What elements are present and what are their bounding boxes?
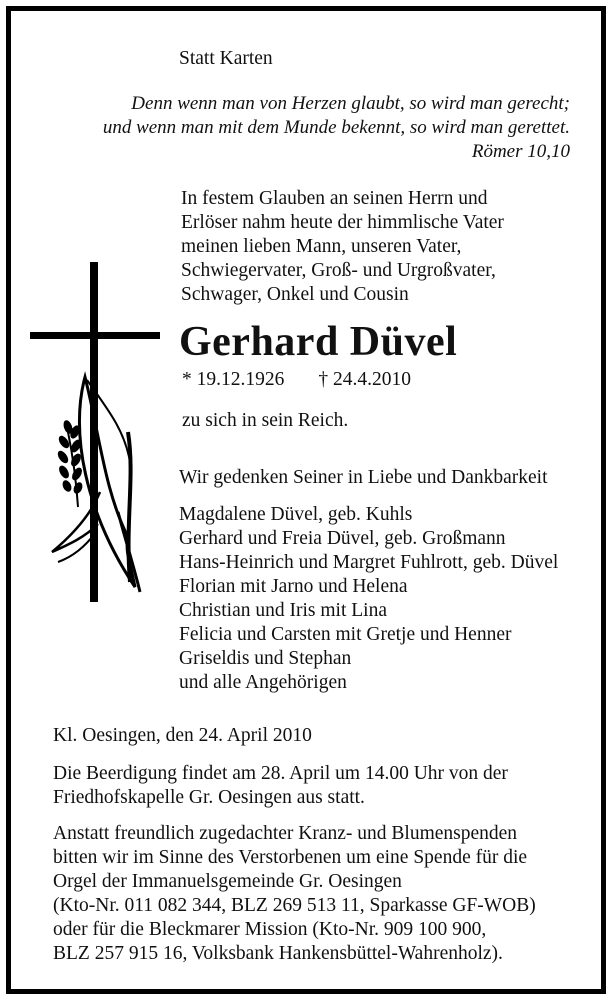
- mourner-entry: Gerhard und Freia Düvel, geb. Großmann: [179, 528, 506, 549]
- life-dates: [182, 368, 411, 392]
- donation-line: (Kto-Nr. 011 082 344, BLZ 269 513 11, Sparkasse GF-WOB): [53, 895, 536, 916]
- intro-line: Schwiegervater, Groß- und Urgroßvater,: [181, 260, 496, 281]
- quote-line: Denn wenn man von Herzen glaubt, so wird man gerecht;: [131, 93, 570, 114]
- cross-with-wheat-icon: [30, 262, 165, 607]
- donation-line: bitten wir im Sinne des Verstorbenen um eine Spende für die: [53, 847, 528, 868]
- intro-text: [181, 187, 504, 307]
- donation-line: Anstatt freundlich zugedachter Kranz- und Blumenspenden: [53, 823, 518, 844]
- header-statt-karten: Statt Karten: [179, 48, 273, 69]
- mourner-entry: Magdalene Düvel, geb. Kuhls: [179, 504, 413, 525]
- mourner-entry: Felicia und Carsten mit Gretje und Henner: [179, 624, 512, 645]
- quote-line: und wenn man mit dem Munde bekennt, so wird man gerettet.: [102, 117, 570, 138]
- mourner-entry: und alle Angehörigen: [179, 672, 347, 693]
- intro-line: In festem Glauben an seinen Herrn und: [181, 188, 488, 209]
- deceased-name: Gerhard Düvel: [179, 319, 458, 365]
- funeral-line: Die Beerdigung findet am 28. April um 14.00 Uhr von der: [53, 763, 508, 784]
- funeral-line: Friedhofskapelle Gr. Oesingen aus statt.: [53, 787, 365, 808]
- mourners-list: [179, 503, 558, 695]
- intro-line: Erlöser nahm heute der himmlische Vater: [181, 212, 504, 233]
- remembrance-line: Wir gedenken Seiner in Liebe und Dankbarkeit: [179, 467, 548, 488]
- donation-line: Orgel der Immanuelsgemeinde Gr. Oesingen: [53, 871, 402, 892]
- mourner-entry: Christian und Iris mit Lina: [179, 600, 387, 621]
- quote-source: Römer 10,10: [471, 141, 570, 162]
- mourner-entry: Florian mit Jarno und Helena: [179, 576, 408, 597]
- donation-info: [53, 822, 536, 966]
- funeral-info: [53, 762, 508, 810]
- intro-line: meinen lieben Mann, unseren Vater,: [181, 236, 462, 257]
- birth-date: * 19.12.1926: [182, 369, 285, 390]
- mourner-entry: Griseldis und Stephan: [179, 648, 352, 669]
- death-date: † 24.4.2010: [318, 369, 411, 390]
- bible-quote: [103, 92, 570, 164]
- place-date: Kl. Oesingen, den 24. April 2010: [53, 725, 312, 746]
- donation-line: oder für die Bleckmarer Mission (Kto-Nr. 909 100 900,: [53, 919, 487, 940]
- donation-line: BLZ 257 915 16, Volksbank Hankensbüttel-Wahrenholz).: [53, 943, 503, 964]
- reich-line: zu sich in sein Reich.: [182, 410, 349, 431]
- intro-line: Schwager, Onkel und Cousin: [181, 284, 409, 305]
- mourner-entry: Hans-Heinrich und Margret Fuhlrott, geb. Düvel: [179, 552, 559, 573]
